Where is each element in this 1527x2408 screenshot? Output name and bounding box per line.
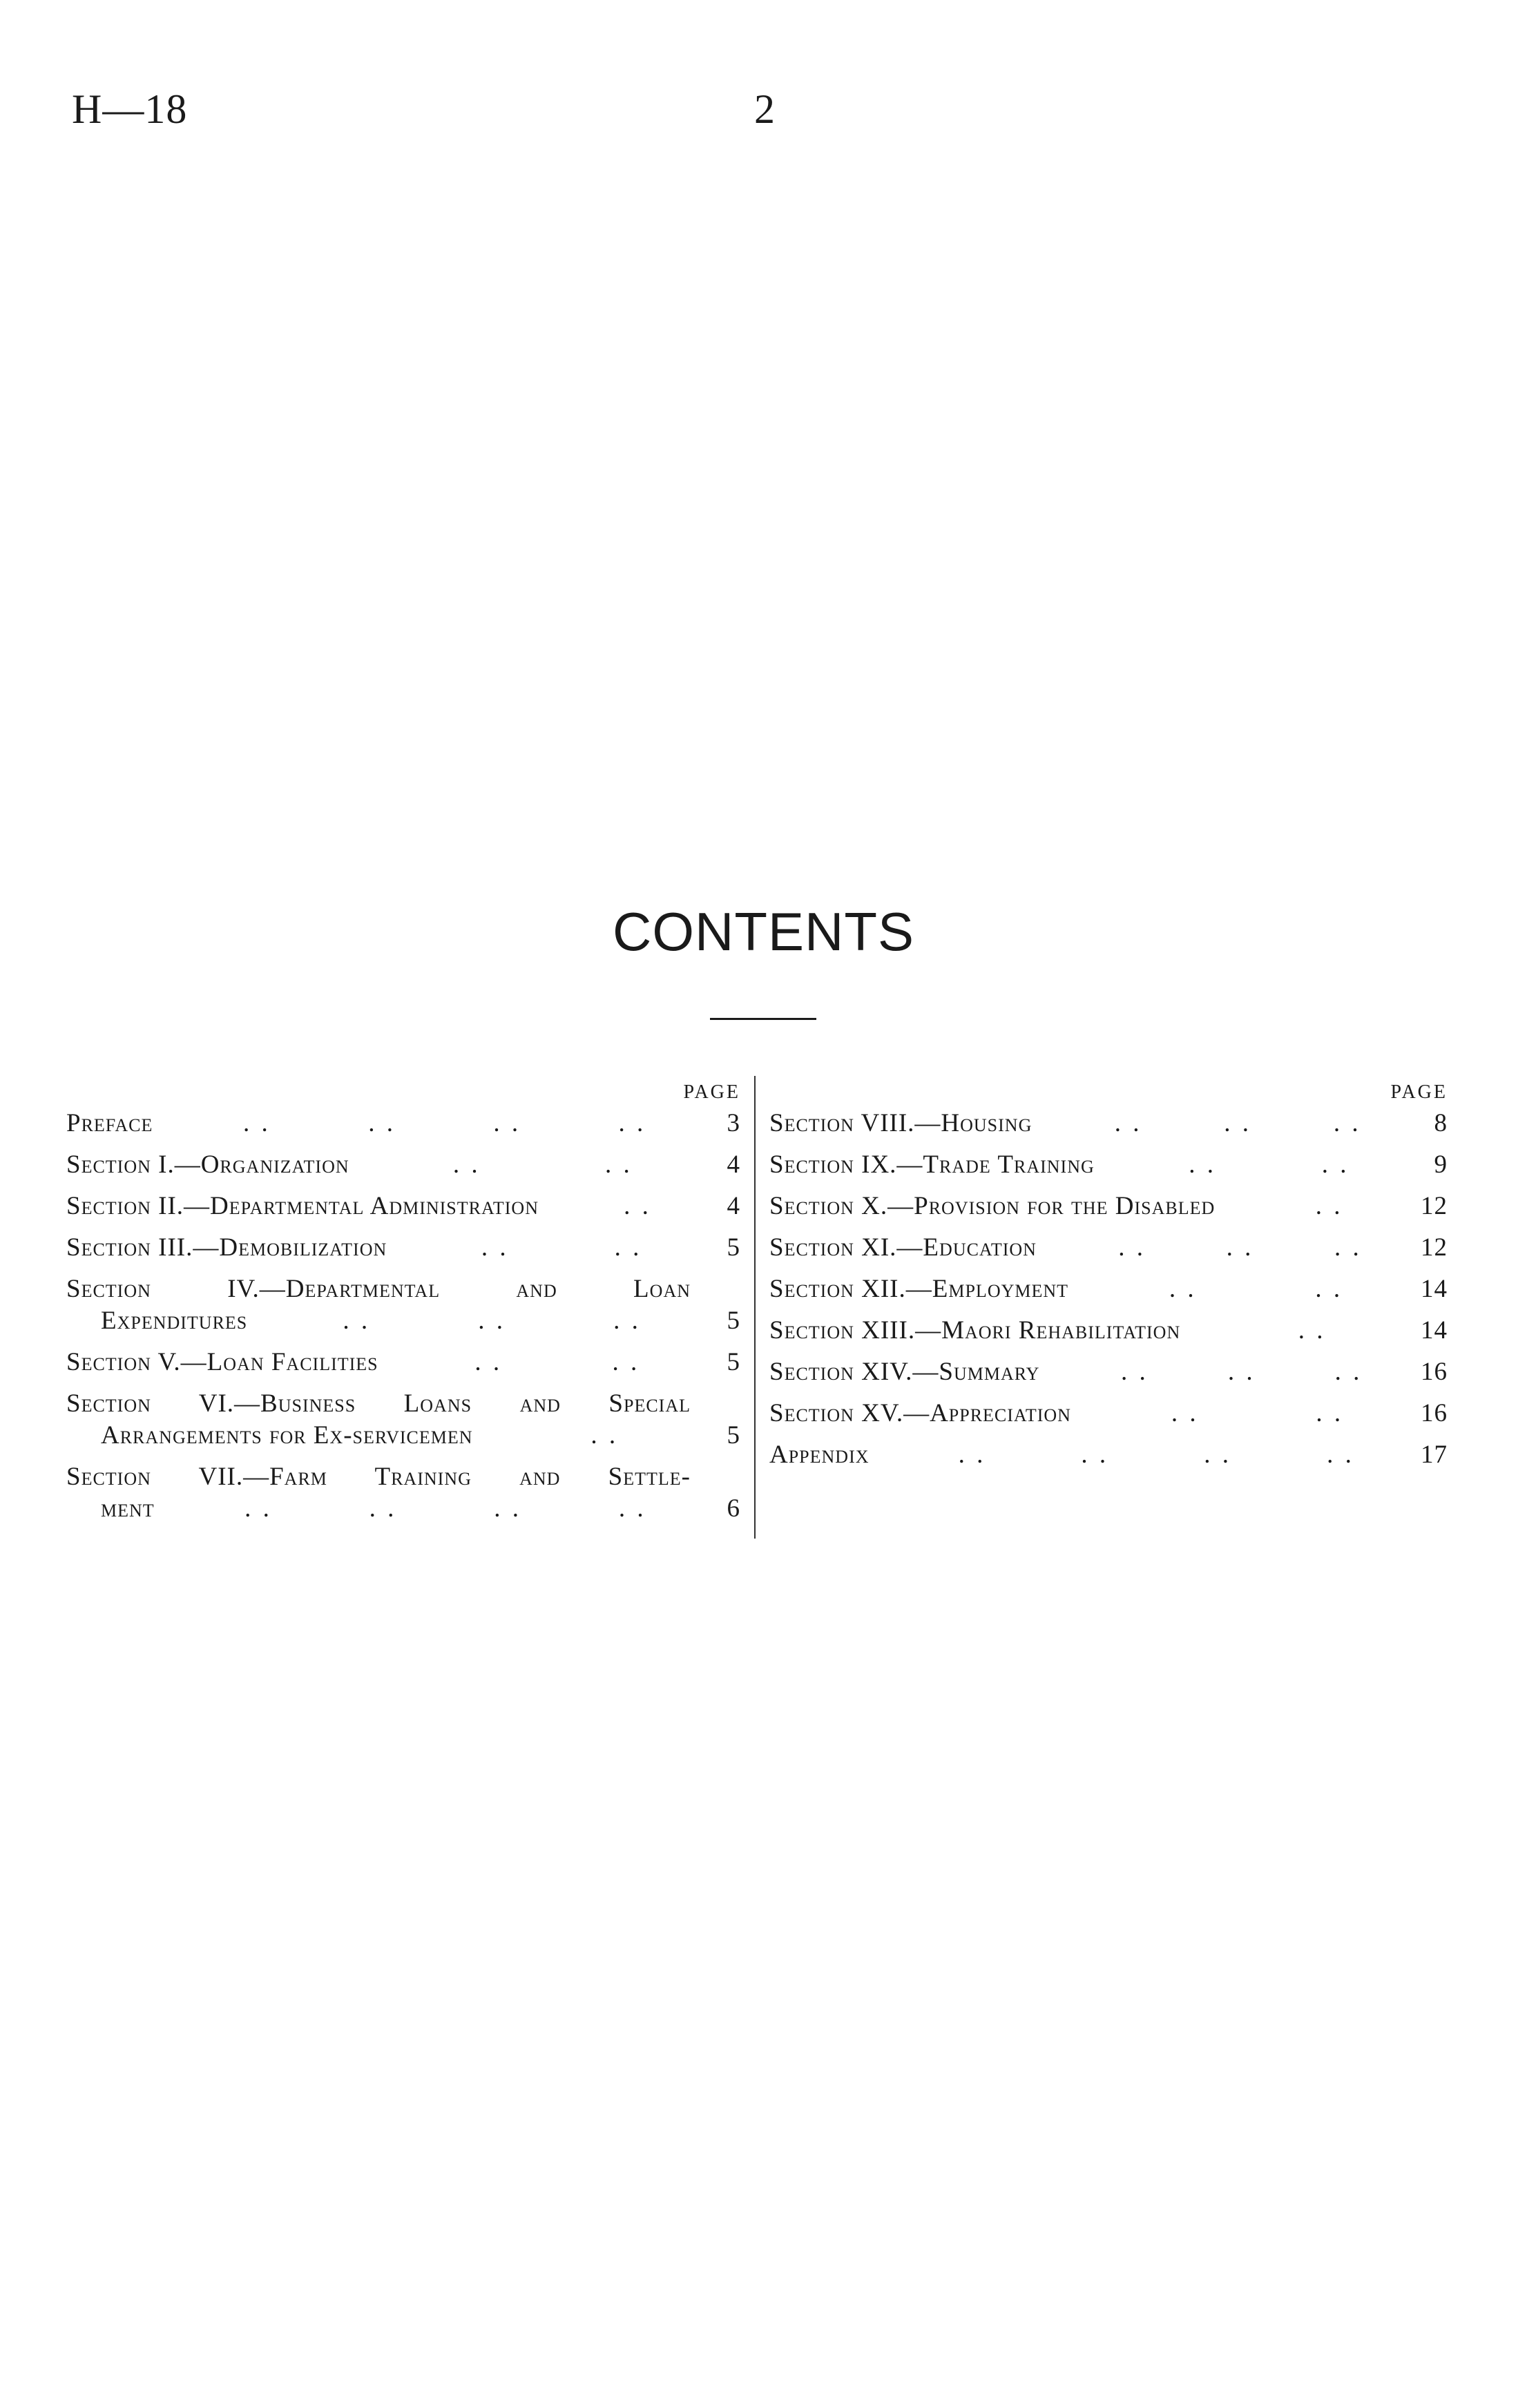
contents-entry	[769, 1356, 1448, 1388]
contents-entry-page: 5	[727, 1307, 740, 1335]
contents-entry	[769, 1108, 1448, 1139]
contents-entry	[66, 1461, 740, 1525]
contents-entry-title: Section XI.—Education	[769, 1233, 1037, 1262]
dot-leader: . . . . . . . .	[243, 1109, 646, 1137]
contents-entry-line	[66, 1388, 740, 1420]
contents-entry-page: 16	[1421, 1358, 1448, 1386]
contents-entry	[769, 1315, 1448, 1347]
contents-entry-line	[66, 1420, 740, 1452]
contents-entry-page: 12	[1421, 1233, 1448, 1262]
contents-entry-line	[66, 1108, 740, 1139]
contents-entry-line	[66, 1191, 740, 1222]
contents-entry-page: 4	[727, 1192, 740, 1220]
contents-entry-title: Section XV.—Appreciation	[769, 1399, 1071, 1427]
contents-column-left	[66, 1077, 740, 1534]
contents-entry-title: Section XII.—Employment	[769, 1275, 1069, 1303]
contents-entry-title: Section VIII.—Housing	[769, 1109, 1033, 1137]
dot-leader: . . . .	[481, 1233, 642, 1262]
contents-entry	[769, 1273, 1448, 1305]
contents-entry-title: Section IX.—Trade Training	[769, 1150, 1095, 1179]
contents-entry-title: Arrangements for Ex-servicemen	[101, 1421, 473, 1449]
contents-entry-line	[769, 1149, 1448, 1181]
contents-entry-title: Section IV.—Departmental and Loan	[66, 1275, 691, 1303]
dot-leader: . . . .	[474, 1348, 640, 1376]
dot-leader: . . . .	[1171, 1399, 1344, 1427]
contents-entry	[66, 1149, 740, 1181]
contents-entry	[769, 1232, 1448, 1264]
dot-leader: . .	[590, 1421, 619, 1449]
contents-title: CONTENTS	[613, 901, 914, 962]
contents-entry-line	[66, 1347, 740, 1378]
dot-leader: . . . . . .	[1114, 1109, 1361, 1137]
contents-entry	[769, 1191, 1448, 1222]
contents-entry-title: Appendix	[769, 1441, 870, 1469]
contents-entry-page: 3	[727, 1109, 740, 1137]
contents-list-left	[66, 1108, 740, 1525]
contents-entry-page: 9	[1434, 1150, 1448, 1179]
contents-entry-title: Section V.—Loan Facilities	[66, 1348, 378, 1376]
contents-entry-page: 5	[727, 1348, 740, 1376]
contents-entry-title: Preface	[66, 1109, 153, 1137]
page-number: 2	[754, 86, 775, 132]
contents-entry-page: 16	[1421, 1399, 1448, 1427]
contents-entry-line	[66, 1461, 740, 1493]
contents-entry-line	[769, 1108, 1448, 1139]
contents-entry-line	[66, 1273, 740, 1305]
dot-leader: . . . . . .	[343, 1307, 641, 1335]
contents-entry-title: Section I.—Organization	[66, 1150, 349, 1179]
contents-entry-title: ment	[101, 1494, 155, 1523]
contents-entry-page: 12	[1421, 1192, 1448, 1220]
contents-entry-page: 14	[1421, 1316, 1448, 1345]
dot-leader: . . . .	[1169, 1275, 1343, 1303]
contents-entry	[66, 1273, 740, 1337]
contents-entry-title: Section VII.—Farm Training and Settle-	[66, 1463, 691, 1491]
contents-entry-line	[66, 1305, 740, 1337]
contents-entry	[66, 1232, 740, 1264]
contents-entry-line	[769, 1191, 1448, 1222]
dot-leader: . .	[1315, 1192, 1343, 1220]
contents-entry	[66, 1108, 740, 1139]
dot-leader: . . . .	[1189, 1150, 1350, 1179]
contents-entry	[769, 1149, 1448, 1181]
contents-entry-title: Section III.—Demobilization	[66, 1233, 387, 1262]
contents-entry-page: 5	[727, 1421, 740, 1449]
contents-entry	[769, 1439, 1448, 1471]
contents-entry-page: 14	[1421, 1275, 1448, 1303]
title-rule	[710, 1018, 816, 1020]
contents-entry-line	[769, 1273, 1448, 1305]
contents-entry-page: 4	[727, 1150, 740, 1179]
contents-entry	[66, 1388, 740, 1452]
contents-entry-line	[66, 1493, 740, 1525]
contents-entry-line	[66, 1149, 740, 1181]
contents-list-right	[769, 1108, 1448, 1471]
contents-entry-title: Section XIV.—Summary	[769, 1358, 1040, 1386]
contents-entry-line	[769, 1439, 1448, 1471]
dot-leader: . . . . . .	[1120, 1358, 1363, 1386]
contents-entry-page: 6	[727, 1494, 740, 1523]
document-code: H—18	[72, 86, 188, 132]
dot-leader: . . . . . .	[1118, 1233, 1362, 1262]
column-divider	[754, 1076, 756, 1539]
page-column-heading: PAGE	[1390, 1081, 1448, 1103]
contents-entry	[769, 1398, 1448, 1429]
contents-entry-title: Section II.—Departmental Administration	[66, 1192, 539, 1220]
contents-entry-title: Section VI.—Business Loans and Special	[66, 1389, 691, 1418]
dot-leader: . .	[624, 1192, 651, 1220]
contents-entry-line	[769, 1356, 1448, 1388]
dot-leader: . . . .	[452, 1150, 633, 1179]
contents-entry-line	[769, 1315, 1448, 1347]
contents-entry-line	[769, 1398, 1448, 1429]
contents-entry-line	[769, 1232, 1448, 1264]
contents-entry-line	[66, 1232, 740, 1264]
contents-column-right	[769, 1077, 1448, 1481]
contents-entry-title: Section X.—Provision for the Disabled	[769, 1192, 1216, 1220]
dot-leader: . . . . . . . .	[244, 1494, 646, 1523]
page-column-heading: PAGE	[683, 1081, 740, 1103]
contents-entry	[66, 1191, 740, 1222]
contents-entry-title: Expenditures	[101, 1307, 248, 1335]
contents-entry-page: 5	[727, 1233, 740, 1262]
dot-leader: . .	[1298, 1316, 1326, 1345]
contents-entry-page: 17	[1421, 1441, 1448, 1469]
contents-entry-page: 8	[1434, 1109, 1448, 1137]
contents-entry-title: Section XIII.—Maori Rehabilitation	[769, 1316, 1181, 1345]
dot-leader: . . . . . . . .	[958, 1441, 1354, 1469]
contents-entry	[66, 1347, 740, 1378]
